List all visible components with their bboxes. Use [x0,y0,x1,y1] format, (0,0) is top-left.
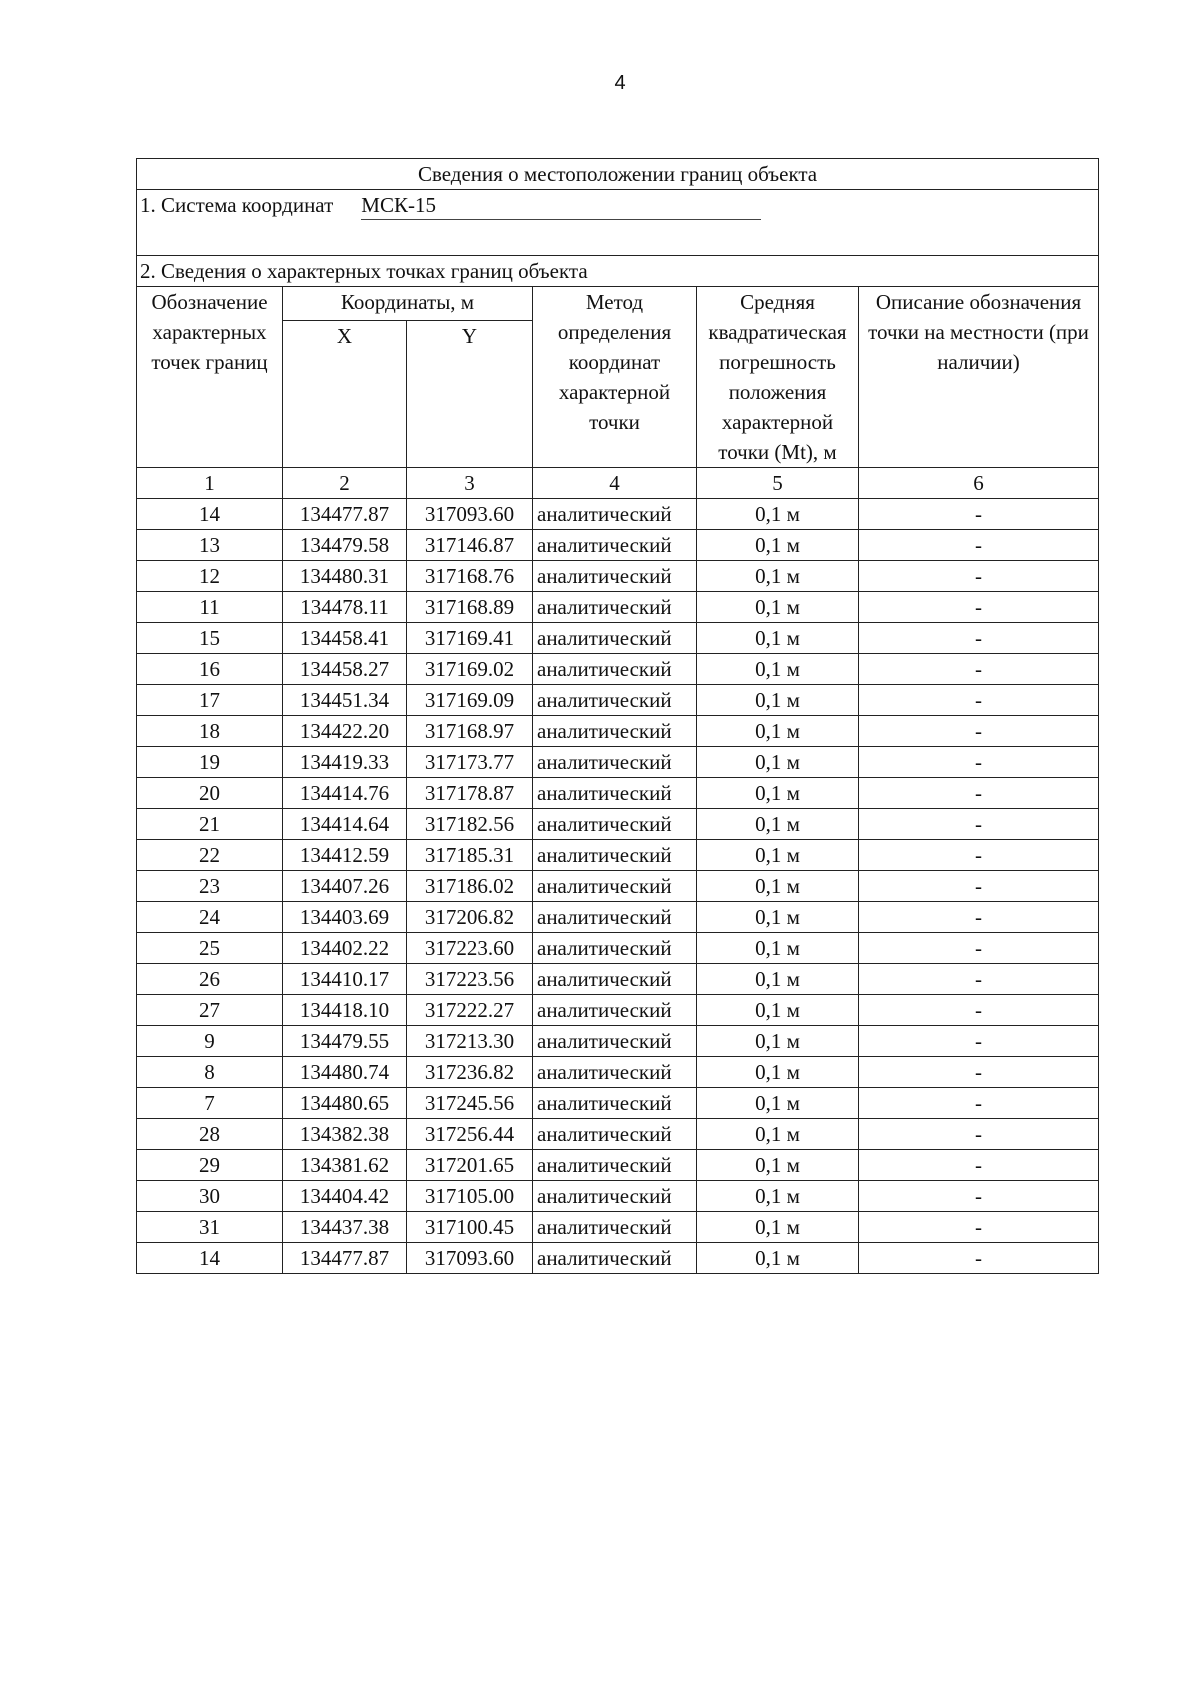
method-cell: аналитический [533,685,697,716]
table-row [137,840,1099,871]
method-cell: аналитический [533,1212,697,1243]
description-cell: - [859,1243,1099,1274]
coordinate-system-label: 1. Система координат [140,193,334,217]
coordinate-system-row [137,190,1099,256]
method-cell: аналитический [533,623,697,654]
x-coordinate-cell: 134480.65 [283,1088,407,1119]
header-x: X [283,321,407,468]
column-number: 6 [859,468,1099,499]
description-cell: - [859,1181,1099,1212]
method-cell: аналитический [533,1119,697,1150]
mean-error-cell: 0,1 м [697,530,859,561]
description-cell: - [859,933,1099,964]
column-number-row [137,468,1099,499]
y-coordinate-cell: 317182.56 [407,809,533,840]
x-coordinate-cell: 134382.38 [283,1119,407,1150]
point-id-cell: 14 [137,499,283,530]
description-cell: - [859,995,1099,1026]
x-coordinate-cell: 134451.34 [283,685,407,716]
method-cell: аналитический [533,499,697,530]
mean-error-cell: 0,1 м [697,809,859,840]
x-coordinate-cell: 134458.41 [283,623,407,654]
mean-error-cell: 0,1 м [697,1243,859,1274]
description-cell: - [859,716,1099,747]
x-coordinate-cell: 134407.26 [283,871,407,902]
y-coordinate-cell: 317146.87 [407,530,533,561]
table-row [137,778,1099,809]
y-coordinate-cell: 317236.82 [407,1057,533,1088]
y-coordinate-cell: 317093.60 [407,1243,533,1274]
table-row [137,1243,1099,1274]
description-cell: - [859,747,1099,778]
x-coordinate-cell: 134422.20 [283,716,407,747]
method-cell: аналитический [533,1150,697,1181]
description-cell: - [859,902,1099,933]
description-cell: - [859,840,1099,871]
mean-error-cell: 0,1 м [697,1057,859,1088]
point-id-cell: 28 [137,1119,283,1150]
column-number: 4 [533,468,697,499]
header-coordinates: Координаты, м [283,287,533,321]
point-id-cell: 17 [137,685,283,716]
mean-error-cell: 0,1 м [697,902,859,933]
table-row [137,716,1099,747]
x-coordinate-cell: 134419.33 [283,747,407,778]
x-coordinate-cell: 134414.76 [283,778,407,809]
method-cell: аналитический [533,654,697,685]
description-cell: - [859,685,1099,716]
table-row [137,933,1099,964]
table-row [137,530,1099,561]
x-coordinate-cell: 134404.42 [283,1181,407,1212]
mean-error-cell: 0,1 м [697,778,859,809]
point-id-cell: 15 [137,623,283,654]
header-y: Y [407,321,533,468]
mean-error-cell: 0,1 м [697,964,859,995]
header-method: Метод определения координат характерной точки [533,287,697,468]
x-coordinate-cell: 134478.11 [283,592,407,623]
point-id-cell: 14 [137,1243,283,1274]
y-coordinate-cell: 317223.56 [407,964,533,995]
table-row [137,964,1099,995]
y-coordinate-cell: 317256.44 [407,1119,533,1150]
method-cell: аналитический [533,1026,697,1057]
table-row [137,871,1099,902]
method-cell: аналитический [533,1181,697,1212]
table-row [137,1181,1099,1212]
description-cell: - [859,530,1099,561]
table-row [137,1212,1099,1243]
description-cell: - [859,592,1099,623]
description-cell: - [859,809,1099,840]
mean-error-cell: 0,1 м [697,499,859,530]
point-id-cell: 13 [137,530,283,561]
method-cell: аналитический [533,1057,697,1088]
description-cell: - [859,1088,1099,1119]
x-coordinate-cell: 134479.58 [283,530,407,561]
table-title-row [137,159,1099,190]
method-cell: аналитический [533,902,697,933]
column-number: 5 [697,468,859,499]
x-coordinate-cell: 134418.10 [283,995,407,1026]
mean-error-cell: 0,1 м [697,716,859,747]
mean-error-cell: 0,1 м [697,1088,859,1119]
point-id-cell: 22 [137,840,283,871]
x-coordinate-cell: 134458.27 [283,654,407,685]
point-id-cell: 27 [137,995,283,1026]
y-coordinate-cell: 317169.09 [407,685,533,716]
y-coordinate-cell: 317245.56 [407,1088,533,1119]
method-cell: аналитический [533,747,697,778]
mean-error-cell: 0,1 м [697,592,859,623]
x-coordinate-cell: 134477.87 [283,1243,407,1274]
column-number: 1 [137,468,283,499]
header-mean-error: Средняя квадратическая погрешность положения характерной точки (Mt), м [697,287,859,468]
point-id-cell: 9 [137,1026,283,1057]
x-coordinate-cell: 134402.22 [283,933,407,964]
boundary-points-table [136,158,1099,1274]
mean-error-cell: 0,1 м [697,654,859,685]
description-cell: - [859,1026,1099,1057]
header-description: Описание обозначения точки на местности (при наличии) [859,287,1099,468]
mean-error-cell: 0,1 м [697,995,859,1026]
point-id-cell: 31 [137,1212,283,1243]
mean-error-cell: 0,1 м [697,685,859,716]
method-cell: аналитический [533,840,697,871]
method-cell: аналитический [533,933,697,964]
mean-error-cell: 0,1 м [697,1181,859,1212]
mean-error-cell: 0,1 м [697,1212,859,1243]
y-coordinate-cell: 317100.45 [407,1212,533,1243]
method-cell: аналитический [533,995,697,1026]
page-number: 4 [614,72,626,94]
x-coordinate-cell: 134479.55 [283,1026,407,1057]
x-coordinate-cell: 134381.62 [283,1150,407,1181]
point-id-cell: 30 [137,1181,283,1212]
table-row [137,809,1099,840]
table-row [137,1150,1099,1181]
method-cell: аналитический [533,716,697,747]
mean-error-cell: 0,1 м [697,561,859,592]
table-row [137,747,1099,778]
y-coordinate-cell: 317169.02 [407,654,533,685]
description-cell: - [859,561,1099,592]
x-coordinate-cell: 134414.64 [283,809,407,840]
method-cell: аналитический [533,871,697,902]
table-row [137,1119,1099,1150]
mean-error-cell: 0,1 м [697,840,859,871]
table-row [137,499,1099,530]
y-coordinate-cell: 317185.31 [407,840,533,871]
description-cell: - [859,623,1099,654]
description-cell: - [859,654,1099,685]
point-id-cell: 24 [137,902,283,933]
description-cell: - [859,499,1099,530]
point-id-cell: 16 [137,654,283,685]
y-coordinate-cell: 317093.60 [407,499,533,530]
mean-error-cell: 0,1 м [697,1150,859,1181]
y-coordinate-cell: 317178.87 [407,778,533,809]
description-cell: - [859,1212,1099,1243]
point-id-cell: 29 [137,1150,283,1181]
y-coordinate-cell: 317168.76 [407,561,533,592]
table-title: Сведения о местоположении границ объекта [137,159,1099,190]
method-cell: аналитический [533,1243,697,1274]
point-id-cell: 11 [137,592,283,623]
y-coordinate-cell: 317201.65 [407,1150,533,1181]
point-id-cell: 25 [137,933,283,964]
mean-error-cell: 0,1 м [697,1119,859,1150]
mean-error-cell: 0,1 м [697,1026,859,1057]
table-row [137,623,1099,654]
method-cell: аналитический [533,530,697,561]
point-id-cell: 8 [137,1057,283,1088]
point-id-cell: 19 [137,747,283,778]
method-cell: аналитический [533,592,697,623]
table-row [137,1026,1099,1057]
x-coordinate-cell: 134412.59 [283,840,407,871]
x-coordinate-cell: 134480.74 [283,1057,407,1088]
y-coordinate-cell: 317173.77 [407,747,533,778]
point-id-cell: 20 [137,778,283,809]
mean-error-cell: 0,1 м [697,623,859,654]
point-id-cell: 23 [137,871,283,902]
x-coordinate-cell: 134477.87 [283,499,407,530]
y-coordinate-cell: 317105.00 [407,1181,533,1212]
table-row [137,561,1099,592]
y-coordinate-cell: 317223.60 [407,933,533,964]
y-coordinate-cell: 317206.82 [407,902,533,933]
x-coordinate-cell: 134403.69 [283,902,407,933]
y-coordinate-cell: 317222.27 [407,995,533,1026]
x-coordinate-cell: 134410.17 [283,964,407,995]
method-cell: аналитический [533,778,697,809]
description-cell: - [859,1119,1099,1150]
column-number: 3 [407,468,533,499]
table-row [137,902,1099,933]
point-id-cell: 18 [137,716,283,747]
description-cell: - [859,1057,1099,1088]
x-coordinate-cell: 134437.38 [283,1212,407,1243]
method-cell: аналитический [533,809,697,840]
table-row [137,1088,1099,1119]
coordinate-system-value: МСК-15 [361,191,761,220]
description-cell: - [859,964,1099,995]
description-cell: - [859,871,1099,902]
y-coordinate-cell: 317213.30 [407,1026,533,1057]
y-coordinate-cell: 317168.97 [407,716,533,747]
y-coordinate-cell: 317169.41 [407,623,533,654]
method-cell: аналитический [533,1088,697,1119]
method-cell: аналитический [533,964,697,995]
description-cell: - [859,778,1099,809]
column-number: 2 [283,468,407,499]
y-coordinate-cell: 317186.02 [407,871,533,902]
x-coordinate-cell: 134480.31 [283,561,407,592]
table-row [137,685,1099,716]
mean-error-cell: 0,1 м [697,933,859,964]
point-id-cell: 7 [137,1088,283,1119]
section2-title: 2. Сведения о характерных точках границ объекта [137,256,1099,287]
table-row [137,1057,1099,1088]
table-row [137,995,1099,1026]
point-id-cell: 21 [137,809,283,840]
section2-title-row [137,256,1099,287]
table-row [137,592,1099,623]
mean-error-cell: 0,1 м [697,871,859,902]
point-id-cell: 12 [137,561,283,592]
header-row-1 [137,287,1099,321]
description-cell: - [859,1150,1099,1181]
point-id-cell: 26 [137,964,283,995]
mean-error-cell: 0,1 м [697,747,859,778]
header-point-designation: Обозначение характерных точек границ [137,287,283,468]
method-cell: аналитический [533,561,697,592]
table-row [137,654,1099,685]
y-coordinate-cell: 317168.89 [407,592,533,623]
